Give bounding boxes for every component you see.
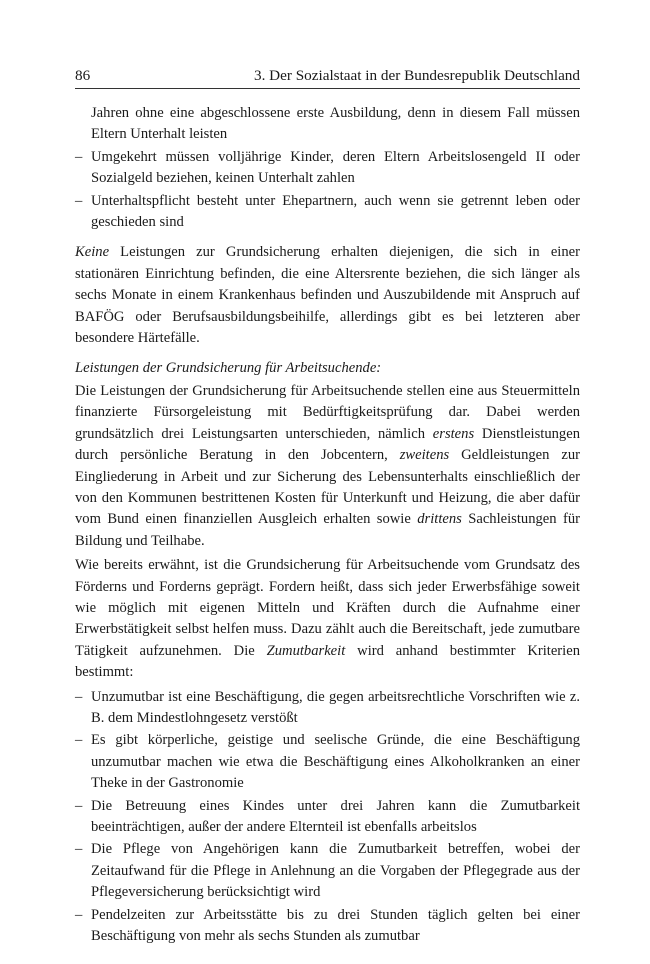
paragraph-text: Die Leistungen der Grundsicherung für Arbeitsuchende stellen eine aus Steuermitteln finanzierte Fürsorgeleistung mit Bedürftigkeitsprüfung dar. Dabei werden grundsätzlich drei Leistungsarten unterschieden, nämlich xyxy=(75,382,580,442)
running-header xyxy=(75,66,580,89)
list-item-text: Es gibt körperliche, geistige und seelische Gründe, die eine Beschäftigung unzumutbar machen wie etwa die Beschäftigung eines Alkoholkranken an einer Theke in der Gastronomie xyxy=(91,732,580,792)
list-item xyxy=(75,191,580,234)
list-item xyxy=(75,147,580,190)
list-item xyxy=(75,796,580,839)
bullet-list-criteria xyxy=(75,687,580,948)
paragraph-text: Sachleistungen für Bildung und Teilhabe. xyxy=(75,511,580,549)
paragraph-text: wird anhand bestimmter Kriterien bestimmt: xyxy=(75,642,580,681)
paragraph-keine xyxy=(75,242,580,349)
list-item-text: Pendelzeiten zur Arbeitsstätte bis zu drei Stunden täglich gelten bei einer Beschäftigung von mehr als sechs Stunden als zumutbar xyxy=(91,906,580,945)
list-item-text: Unzumutbar ist eine Beschäftigung, die gegen arbeitsrechtliche Vorschriften wie z. B. dem Mindestlohngesetz verstößt xyxy=(91,688,580,726)
emphasis-drittens: drittens xyxy=(417,511,462,528)
list-item-continued xyxy=(75,103,580,146)
list-item-text: Umgekehrt müssen volljährige Kinder, deren Eltern Arbeitslosengeld II oder Sozialgeld beziehen, keinen Unterhalt zahlen xyxy=(91,148,580,187)
dash-marker: – xyxy=(75,906,83,923)
dash-marker: – xyxy=(75,732,83,749)
emphasis-zumutbarkeit: Zumutbarkeit xyxy=(266,642,346,659)
list-item-text: Unterhaltspflicht besteht unter Ehepartnern, auch wenn sie getrennt leben oder geschieden sind xyxy=(91,192,580,231)
dash-marker: – xyxy=(75,688,83,705)
emphasis-keine: Keine xyxy=(75,244,110,261)
list-item-text: Die Betreuung eines Kindes unter drei Jahren kann die Zumutbarkeit beeinträchtigen, außer der andere Elternteil ist ebenfalls arbeitslos xyxy=(91,797,580,835)
paragraph-text: Geldleistungen zur Eingliederung in Arbeit und zur Sicherung des Lebensunterhalts einschließlich der von den Kommunen bestrittenen Kosten für Unterkunft und Heizung, die aber dafür vom Bund einen finanziellen Ausgleich erhalten sowie xyxy=(75,447,580,528)
paragraph-text: Wie bereits erwähnt, ist die Grundsicherung für Arbeitsuchende vom Grundsatz des Förderns und Forderns geprägt. Fordern heißt, dass sich jeder Erwerbsfähige soweit wie möglich mit eigenen Mitteln und Kräften durch die Aufnahme einer Erwerbstätigkeit selbst helfen muss. Dazu zählt auch die Bereitschaft, jede zumutbare Tätigkeit aufzunehmen. Die xyxy=(75,557,580,659)
list-item-text: Die Pflege von Angehörigen kann die Zumutbarkeit betreffen, wobei der Zeitaufwand für die Pflege in Anlehnung an die Vorgaben der Pflegegrade aus der Pflegeversicherung berücksichtigt wird xyxy=(91,841,580,901)
dash-marker: – xyxy=(75,148,83,165)
list-item-text: Jahren ohne eine abgeschlossene erste Ausbildung, denn in diesem Fall müssen Eltern Unterhalt leisten xyxy=(91,105,580,143)
dash-marker: – xyxy=(75,841,83,858)
emphasis-zweitens: zweitens xyxy=(399,447,450,464)
bullet-list-top xyxy=(75,103,580,233)
paragraph-text: Dienstleistungen durch persönliche Beratung in den Jobcentern, xyxy=(75,425,580,464)
section-heading: Leistungen der Grundsicherung für Arbeitsuchende: xyxy=(75,360,382,377)
paragraph-leistungen xyxy=(75,381,580,552)
list-item xyxy=(75,730,580,794)
paragraph-zumutbarkeit xyxy=(75,555,580,683)
page-number: 86 xyxy=(75,67,91,84)
dash-marker: – xyxy=(75,797,83,814)
dash-marker: – xyxy=(75,192,83,209)
list-item xyxy=(75,839,580,903)
page-body xyxy=(75,103,580,947)
list-item xyxy=(75,687,580,730)
emphasis-erstens: erstens xyxy=(432,425,475,442)
book-page xyxy=(75,66,580,948)
list-item xyxy=(75,905,580,948)
paragraph-text: Leistungen zur Grundsicherung erhalten diejenigen, die sich in einer stationären Einrichtung befinden, die eine Altersrente beziehen, die sich länger als sechs Monate in einem Krankenhaus befinden und Auszubildende mit Anspruch auf BAFÖG oder Berufsausbildungsbeihilfe, allerdings gibt es bei letzteren aber besondere Härtefälle. xyxy=(75,244,580,347)
chapter-title: 3. Der Sozialstaat in der Bundesrepublik Deutschland xyxy=(253,67,580,84)
